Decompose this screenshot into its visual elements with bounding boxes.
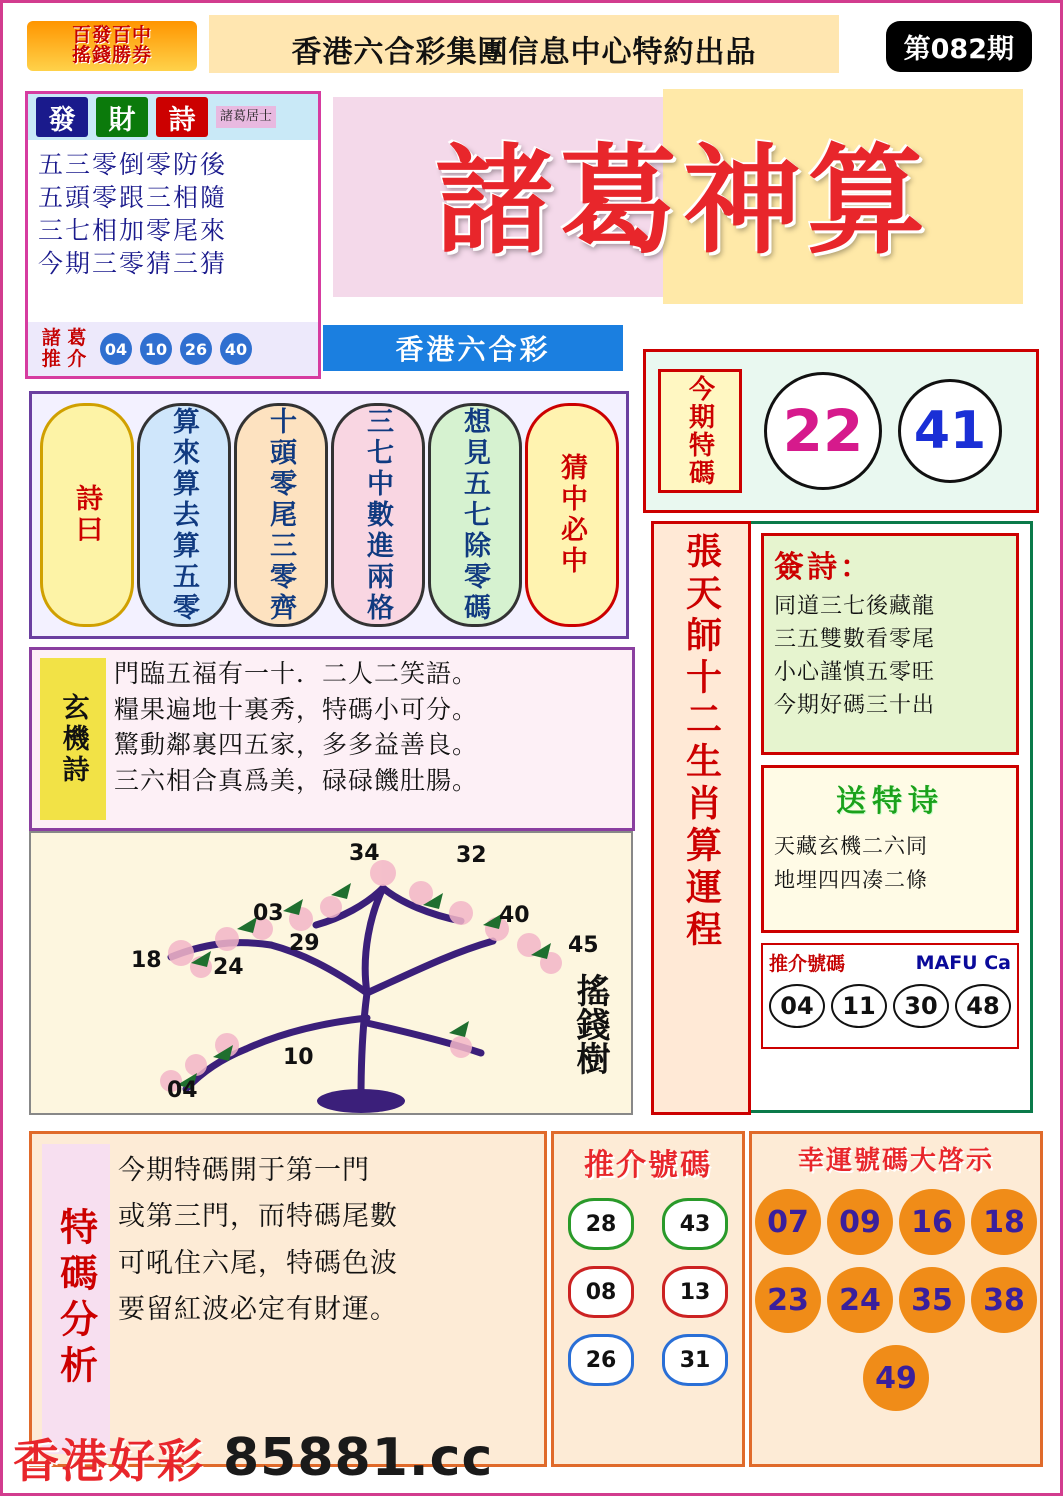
lucky-numbers-box xyxy=(749,1131,1043,1467)
capsule-text: 算來算去算五零 xyxy=(168,406,199,624)
lucky-number: 16 xyxy=(899,1189,965,1255)
tree-number: 03 xyxy=(253,901,284,926)
lucky-number: 07 xyxy=(755,1189,821,1255)
poem-title-char-2: 財 xyxy=(96,97,148,137)
poem-recommend-label-line1: 諸 葛 xyxy=(41,327,87,350)
recommend-numbers-bottom xyxy=(551,1131,745,1467)
mystic-poem-line: 門臨五福有一十．二人二笑語。 xyxy=(114,659,479,688)
recommend-bottom-grid xyxy=(554,1198,742,1402)
zhang-tianshi-column xyxy=(651,521,751,1115)
tree-number: 04 xyxy=(167,1078,198,1103)
special-analysis-label-text: 特碼分析 xyxy=(53,1207,98,1391)
recommend-number: 48 xyxy=(955,984,1011,1028)
lucky-numbers-grid xyxy=(752,1189,1040,1423)
lucky-number: 24 xyxy=(827,1267,893,1333)
songte-line: 天藏玄機二六同 xyxy=(774,834,928,858)
recommend-bottom-title: 推介號碼 xyxy=(584,1148,712,1183)
capsule xyxy=(525,403,619,627)
tree-number: 29 xyxy=(289,931,320,956)
poem-line: 五頭零跟三相隨 xyxy=(38,183,228,212)
capsule xyxy=(137,403,231,627)
mystic-poem-lines xyxy=(106,650,632,828)
mystic-poem-label xyxy=(40,658,106,820)
recommend-number: 28 xyxy=(568,1198,634,1250)
poem-subtitle: 諸葛居士 xyxy=(216,106,276,128)
fortune-poem-header xyxy=(28,94,318,140)
tree-number: 24 xyxy=(213,955,244,980)
tree-number: 10 xyxy=(283,1045,314,1070)
special-number-ball: 22 xyxy=(764,372,882,490)
recommend-number: 30 xyxy=(893,984,949,1028)
qianshi-line: 三五雙數看零尾 xyxy=(774,627,936,652)
watermark-url: 85881.cc xyxy=(223,1428,494,1488)
tree-number: 40 xyxy=(499,903,530,928)
poem-recommend-row xyxy=(28,322,318,376)
watermark-brand: 香港好彩 xyxy=(13,1434,205,1488)
recommend-brand: MAFU Ca xyxy=(915,951,1011,974)
qianshi-line: 今期好碼三十出 xyxy=(774,693,936,718)
capsule-poem-row xyxy=(29,391,629,639)
recommend-numbers-right xyxy=(761,943,1019,1049)
special-number-label xyxy=(658,369,742,493)
special-label-text: 今期特碼 xyxy=(684,375,715,487)
capsule-text: 十頭零尾三零齊 xyxy=(265,406,296,624)
lucky-numbers-title: 幸運號碼大啓示 xyxy=(797,1146,994,1176)
analysis-line: 或第三門，而特碼尾數 xyxy=(118,1201,398,1233)
recommend-number: 43 xyxy=(662,1198,728,1250)
capsule xyxy=(428,403,522,627)
capsule xyxy=(234,403,328,627)
poem-line: 五三零倒零防後 xyxy=(38,150,228,179)
lucky-number: 35 xyxy=(899,1267,965,1333)
poem-recommend-label-line2: 推 介 xyxy=(41,348,87,370)
site-watermark xyxy=(13,1427,713,1489)
lucky-number: 23 xyxy=(755,1267,821,1333)
page-title: 香港六合彩集團信息中心特約出品 xyxy=(291,35,757,70)
logo-line-1: 百發百中 xyxy=(71,24,152,47)
lucky-number: 18 xyxy=(971,1189,1037,1255)
main-title: 諸葛神算 xyxy=(434,132,931,270)
recommend-number: 26 xyxy=(568,1334,634,1386)
recommend-number: 11 xyxy=(831,984,887,1028)
poem-line: 今期三零猜三猜 xyxy=(38,249,228,278)
tree-number: 32 xyxy=(456,843,487,868)
poem-recommend-label xyxy=(28,328,100,370)
page-header xyxy=(9,9,1054,81)
poem-title-char-3: 詩 xyxy=(156,97,208,137)
poem-ball: 26 xyxy=(180,333,212,365)
tree-number: 45 xyxy=(568,933,599,958)
fortune-poem-box xyxy=(25,91,321,379)
capsule-text: 想見五七除零碼 xyxy=(459,406,490,624)
recommend-number: 04 xyxy=(769,984,825,1028)
tree-graphic xyxy=(31,833,631,1113)
analysis-line: 今期特碼開于第一門 xyxy=(118,1155,370,1186)
mystic-poem-label-text: 玄機詩 xyxy=(57,692,89,786)
brand-logo xyxy=(27,21,197,71)
analysis-line: 可吼住六尾，特碼色波 xyxy=(118,1247,398,1279)
recommend-number: 08 xyxy=(568,1266,634,1318)
songte-title: 送特诗 xyxy=(836,784,944,819)
fortune-poem-lines xyxy=(28,140,318,282)
songte-box xyxy=(761,765,1019,933)
special-analysis-label xyxy=(42,1144,110,1454)
poem-ball: 10 xyxy=(140,333,172,365)
capsule xyxy=(40,403,134,627)
poem-ball: 04 xyxy=(100,333,132,365)
qianshi-box xyxy=(761,533,1019,755)
money-tree-illustration xyxy=(29,831,633,1115)
mystic-poem-line: 糧果遍地十裏秀，特碼小可分。 xyxy=(114,694,479,724)
analysis-line: 要留紅波必定有財運。 xyxy=(118,1294,398,1326)
poem-line: 三七相加零尾來 xyxy=(38,216,228,245)
special-number-ball: 41 xyxy=(898,379,1002,483)
mystic-poem-line: 驚動鄰裏四五家，多多益善良。 xyxy=(114,730,479,759)
capsule-text: 詩曰 xyxy=(71,484,102,546)
lucky-number: 49 xyxy=(863,1345,929,1411)
recommend-label: 推介號碼 xyxy=(769,953,846,975)
qianshi-title: 簽詩： xyxy=(774,550,873,585)
special-analysis-box xyxy=(29,1131,547,1467)
lucky-number: 38 xyxy=(971,1267,1037,1333)
zhang-tianshi-text: 張天師十二生肖算運程 xyxy=(680,532,722,952)
money-tree-label xyxy=(570,973,609,1084)
logo-line-2: 搖錢勝券 xyxy=(71,44,152,66)
capsule xyxy=(331,403,425,627)
songte-line: 地埋四四凑二條 xyxy=(774,867,928,892)
mystic-poem-line: 三六相合真爲美，碌碌饑肚腸。 xyxy=(114,765,479,795)
recommend-number-row xyxy=(769,984,1011,1028)
special-number-box xyxy=(643,349,1039,513)
poem-ball: 40 xyxy=(220,333,252,365)
tree-number: 34 xyxy=(349,841,380,866)
main-title-area xyxy=(333,89,1033,319)
lottery-name-bar: 香港六合彩 xyxy=(323,325,623,371)
capsule-text: 猜中必中 xyxy=(556,453,587,577)
recommend-number: 31 xyxy=(662,1334,728,1386)
capsule-text: 三七中數進兩格 xyxy=(362,406,393,624)
qianshi-line: 小心謹慎五零旺 xyxy=(774,660,936,685)
recommend-header xyxy=(769,949,1011,976)
special-analysis-lines xyxy=(110,1134,544,1464)
tree-number: 18 xyxy=(131,948,162,973)
mystic-poem-box xyxy=(29,647,635,831)
recommend-number: 13 xyxy=(662,1266,728,1318)
lucky-number: 09 xyxy=(827,1189,893,1255)
money-tree-label-text: 搖錢樹 xyxy=(570,973,610,1075)
issue-badge: 第082期 xyxy=(886,21,1032,72)
qianshi-line: 同道三七後藏龍 xyxy=(774,594,936,619)
poem-title-char-1: 發 xyxy=(36,97,88,137)
